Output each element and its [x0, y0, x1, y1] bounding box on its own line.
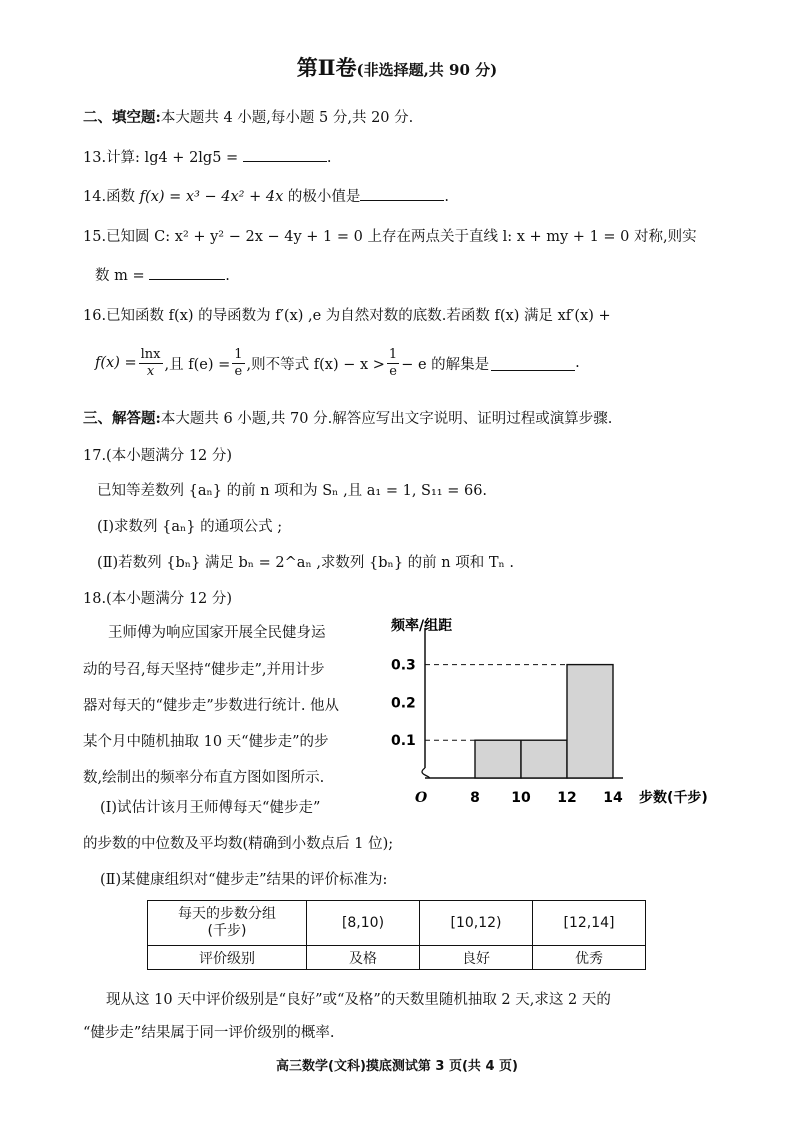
table-row	[148, 946, 646, 970]
question-17-stem: 已知等差数列 {aₙ} 的前 n 项和为 Sₙ ,且 a₁ = 1, S₁₁ = 66.	[97, 483, 488, 499]
chart-x-tick-label: 10	[511, 790, 531, 806]
page-title	[0, 52, 794, 82]
chart-y-tick-label: 0.3	[391, 657, 416, 674]
evaluation-table	[147, 900, 646, 970]
question-18-para-3: 器对每天的“健步走”步数进行统计. 他从	[83, 698, 340, 714]
answer-blank-13[interactable]	[243, 147, 327, 162]
chart-x-tick-label: 12	[557, 790, 577, 806]
fraction-1-over-e: $\frac{1}{e}$	[234, 346, 243, 379]
question-18-part1-b: 的步数的中位数及平均数(精确到小数点后 1 位);	[83, 836, 394, 852]
chart-axis-break	[422, 768, 430, 778]
table-cell: 优秀	[533, 946, 646, 970]
question-14: 14.函数 f(x) = x³ − 4x² + 4x 的极小值是 .	[83, 185, 449, 206]
answer-blank-15[interactable]	[149, 265, 225, 280]
histogram-bar	[475, 740, 521, 778]
table-cell: 及格	[307, 946, 420, 970]
chart-x-axis-label: 步数(千步)	[639, 790, 708, 806]
table-cell: [8,10)	[307, 901, 420, 946]
question-18-para-2: 动的号召,每天坚持“健步走”,并用计步	[83, 662, 325, 678]
question-18-para-5: 数,绘制出的频率分布直方图如图所示.	[83, 770, 325, 786]
question-17-head: 17.(本小题满分 12 分)	[83, 448, 233, 464]
table-cell: 良好	[420, 946, 533, 970]
table-cell: [10,12)	[420, 901, 533, 946]
chart-origin-label: O	[415, 790, 428, 806]
section3-heading: 三、解答题:本大题共 6 小题,共 70 分.解答应写出文字说明、证明过程或演算步骤.	[83, 410, 613, 427]
answer-blank-16[interactable]	[491, 356, 575, 371]
question-18-para-4: 某个月中随机抽取 10 天“健步走”的步	[83, 734, 329, 750]
question-17-part1: (Ⅰ)求数列 {aₙ} 的通项公式 ;	[97, 519, 283, 535]
title-main: 第Ⅱ卷	[296, 55, 357, 80]
chart-y-tick-label: 0.1	[391, 733, 416, 750]
histogram-bar	[567, 665, 613, 778]
chart-y-tick-label: 0.2	[391, 695, 416, 712]
question-13: 13.计算: lg4 + 2lg5 = .	[83, 146, 331, 167]
question-18-para-1: 王师傅为响应国家开展全民健身运	[108, 625, 326, 641]
question-16-line1: 16.已知函数 f(x) 的导函数为 f′(x) ,e 为自然对数的底数.若函数 f(x) 满足 xf′(x) +	[83, 308, 611, 324]
page-footer: 高三数学(文科)摸底测试第 3 页(共 4 页)	[276, 1059, 518, 1074]
table-row	[148, 901, 646, 946]
table-cell: 评价级别	[148, 946, 307, 970]
question-15-line1: 15.已知圆 C: x² + y² − 2x − 4y + 1 = 0 上存在两点关于直线 l: x + my + 1 = 0 对称,则实	[83, 229, 697, 245]
question-18-part1-a: (Ⅰ)试估计该月王师傅每天“健步走”	[100, 800, 321, 816]
question-18-part2: (Ⅱ)某健康组织对“健步走”结果的评价标准为:	[100, 872, 388, 888]
table-cell: [12,14]	[533, 901, 646, 946]
chart-x-tick-label: 8	[470, 790, 480, 806]
histogram-chart	[383, 608, 723, 813]
question-18-final-2: “健步走”结果属于同一评价级别的概率.	[83, 1025, 335, 1041]
fraction-1-over-e-2: $\frac{1}{e}$	[388, 346, 398, 379]
question-18-final-1: 现从这 10 天中评价级别是“良好”或“及格”的天数里随机抽取 2 天,求这 2 天的	[106, 992, 611, 1008]
question-17-part2: (Ⅱ)若数列 {bₙ} 满足 bₙ = 2^aₙ ,求数列 {bₙ} 的前 n 项和 Tₙ .	[97, 555, 514, 571]
question-16-line2: f(x) = $\frac{\ln x}{x}$ ,且 f(e) = $\frac{1}{e}$ ,则不等式 f(x) − x > $\frac{1}{e}$ − e 的解集是 .	[95, 346, 580, 379]
section2-heading: 二、填空题:本大题共 4 小题,每小题 5 分,共 20 分.	[83, 109, 414, 126]
answer-blank-14[interactable]	[360, 186, 444, 201]
fraction-lnx-over-x: $\frac{\ln x}{x}$	[140, 346, 161, 379]
title-sub: (非选择题,共 90 分)	[356, 61, 498, 79]
chart-y-axis-label: 频率/组距	[391, 618, 453, 634]
question-18-head: 18.(本小题满分 12 分)	[83, 591, 233, 607]
chart-x-tick-label: 14	[603, 790, 623, 806]
question-15-line2: 数 m = .	[95, 264, 230, 285]
table-header-cell: 每天的步数分组 (千步)	[148, 901, 307, 946]
histogram-bar	[521, 740, 567, 778]
